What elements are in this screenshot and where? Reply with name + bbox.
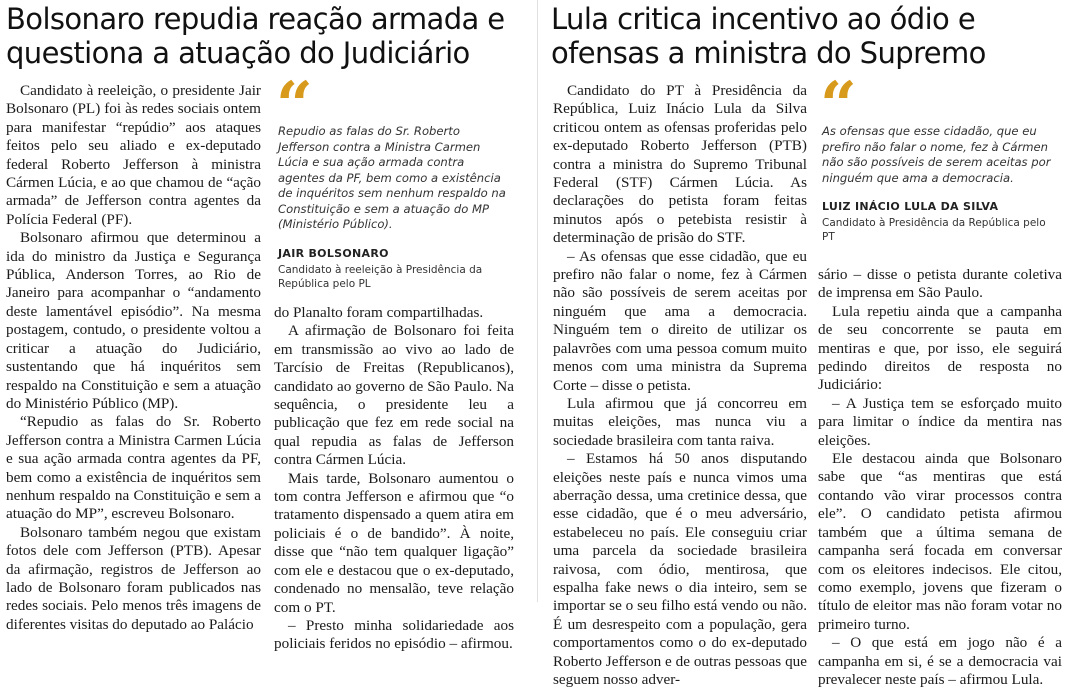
paragraph: Mais tarde, Bolsonaro aumentou o tom contra Jefferson e afirmou que “o tratamento dispensado a quem atira em policiais é o de bandido”. À noite, disse que “não tem qualquer ligação” com ele e destacou que o ex-deputado, condenado no mensalão, teve relação com o PT. bbox=[274, 469, 514, 616]
pull-quote-author: JAIR BOLSONARO bbox=[278, 246, 389, 260]
article-column-lula-2 bbox=[818, 266, 1062, 688]
paragraph: Lula repetiu ainda que a campanha de seu concorrente se pauta em mentiras e que, por isso, ele seguirá pedindo direitos de resposta no Judiciário: bbox=[818, 302, 1062, 394]
pull-quote-lula bbox=[820, 68, 1060, 244]
paragraph: – Presto minha solidariedade aos policiais feridos no episódio – afirmou. bbox=[274, 616, 514, 653]
paragraph: Candidato à reeleição, o presidente Jair Bolsonaro (PL) foi às redes sociais ontem para manifestar “repúdio” aos ataques feitos pelo seu aliado e ex-deputado federal Roberto Jefferson à ministra Cármen Lúcia, e ao que chamou de “ação armada” de Jefferson contra agentes da Polícia Federal (PF). bbox=[6, 82, 261, 228]
pull-quote-text: As ofensas que esse cidadão, que eu prefiro não falar o nome, fez à Cármen não são possíveis de serem aceitas por ninguém que ama a democracia. bbox=[822, 124, 1051, 185]
quote-mark-icon: “ bbox=[820, 68, 857, 143]
paragraph-continuation: sário – disse o petista durante coletiva de imprensa em São Paulo. bbox=[818, 266, 1062, 302]
paragraph: “Repudio as falas do Sr. Roberto Jefferson contra a Ministra Carmen Lúcia e sua ação armada contra agentes da PF, bem como a existência de inquéritos sem nenhum respaldo na Constituição e sem a atuação do MP”, escreveu Bolsonaro. bbox=[6, 413, 261, 523]
paragraph: – As ofensas que esse cidadão, que eu prefiro não falar o nome, fez à Cármen não são possíveis de serem aceitas por ninguém que ama a democracia. Ninguém tem o direito de utilizar os palavrões com uma pessoa comum muito menos com uma ministra da Suprema Corte – disse o petista. bbox=[553, 247, 807, 394]
article-column-bolsonaro-2 bbox=[274, 304, 514, 653]
headline-lula: Lula critica incentivo ao ódio e ofensas a ministra do Supremo bbox=[551, 2, 986, 70]
pull-quote-bolsonaro bbox=[276, 68, 510, 291]
pull-quote-author-role: Candidato à reeleição à Presidência da República pelo PL bbox=[278, 263, 483, 290]
paragraph: A afirmação de Bolsonaro foi feita em transmissão ao vivo ao lado de Tarcísio de Freitas (Republicanos), candidato ao governo de São Paulo. Na sequência, o presidente leu a publicação que fez em rede social na qual repudia as falas de Jefferson contra Cármen Lúcia. bbox=[274, 322, 514, 469]
paragraph-continuation: do Planalto foram compartilhadas. bbox=[274, 304, 484, 321]
paragraph: Ele destacou ainda que Bolsonaro sabe que “as mentiras que está contando vão virar processos contra ele”. O candidato petista afirmou também que a última semana de campanha será focada em conversar com os eleitores indecisos. Ele citou, como exemplo, jovens que fizeram o título de eleitor mas não foram votar no primeiro turno. bbox=[818, 450, 1062, 633]
paragraph: Bolsonaro também negou que existam fotos dele com Jefferson (PTB). Apesar da afirmação, registros de Jefferson ao lado de Bolsonaro foram publicados nas redes sociais. Pelo menos três imagens de diferentes visitas do deputado ao Palácio bbox=[6, 523, 261, 633]
article-column-lula-1 bbox=[553, 82, 807, 688]
paragraph: – Estamos há 50 anos disputando eleições neste país e nunca vimos uma aberração dessa, uma cretinice dessa, que esse cidadão, que é o meu adversário, estabeleceu no país. Ele conseguiu criar uma parcela da sociedade brasileira raivosa, com ódio, mentirosa, que espalha fake news o dia inteiro, sem se importar se o seu filho está vendo ou não. É um desrespeito com a população, gera comportamentos como o do ex-deputado Roberto Jefferson e de outras pessoas que seguem nosso adver- bbox=[553, 450, 807, 688]
quote-mark-icon: “ bbox=[276, 68, 313, 143]
paragraph: Lula afirmou que já concorreu em muitas eleições, mas nunca viu a sociedade brasileira com tanta raiva. bbox=[553, 394, 807, 449]
paragraph: – A Justiça tem se esforçado muito para limitar o índice da mentira nas eleições. bbox=[818, 394, 1062, 449]
paragraph: Bolsonaro afirmou que determinou a ida do ministro da Justiça e Segurança Pública, Anderson Torres, ao Rio de Janeiro para acompanhar o “andamento deste lamentável episódio”. Na mesma postagem, contudo, o presidente voltou a criticar a atuação do Judiciário, sustentando que há inquéritos sem respaldo na Constituição e sem a atuação do Ministério Público (MP). bbox=[6, 229, 261, 412]
headline-bolsonaro: Bolsonaro repudia reação armada e questiona a atuação do Judiciário bbox=[6, 2, 505, 70]
paragraph: Candidato do PT à Presidência da República, Luiz Inácio Lula da Silva criticou ontem as ofensas proferidas pelo ex-deputado Roberto Jefferson (PTB) contra a ministra do Supremo Tribunal Federal (STF) Cármen Lúcia. As declarações do petista foram feitas minutos após o petebista resistir à determinação de prisão do STF. bbox=[553, 82, 807, 247]
article-column-bolsonaro-1 bbox=[6, 82, 261, 633]
pull-quote-text: Repudio as falas do Sr. Roberto Jefferson contra a Ministra Carmen Lúcia e sua ação armada contra agentes da PF, bem como a existência de inquéritos sem nenhum respaldo na Constituição e sem a atuação do MP (Ministério Público). bbox=[278, 124, 506, 231]
column-divider bbox=[537, 0, 538, 602]
pull-quote-author: LUIZ INÁCIO LULA DA SILVA bbox=[822, 200, 999, 213]
pull-quote-author-role: Candidato à Presidência da República pelo PT bbox=[822, 217, 1046, 243]
paragraph: – O que está em jogo não é a campanha em si, é se a democracia vai prevalecer neste país – afirmou Lula. bbox=[818, 634, 1062, 688]
